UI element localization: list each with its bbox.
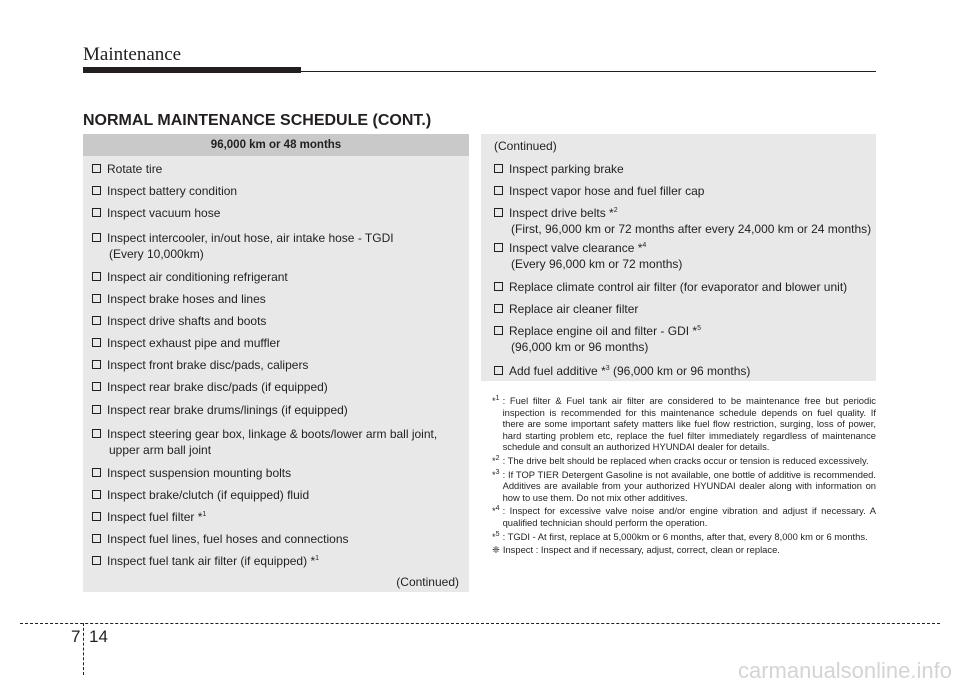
checklist-item — [92, 487, 309, 503]
checklist-item — [92, 230, 394, 262]
page-number: 14 — [89, 627, 108, 646]
checkbox-icon — [494, 164, 503, 173]
checkbox-icon — [92, 294, 101, 303]
footnote-text: : Inspect for excessive valve noise and/or engine vibration and adjust if necessary. A qualified technician should perform the operation. — [502, 505, 876, 528]
footnote-symbol: ❈ — [492, 544, 500, 556]
footnote-marker — [492, 531, 503, 543]
checklist-item-detail: (First, 96,000 km or 72 months after every 24,000 km or 24 months) — [511, 222, 872, 236]
checkbox-icon — [92, 556, 101, 565]
checkbox-icon — [92, 512, 101, 521]
footnote-symbol: * — [492, 468, 496, 480]
checkbox-icon — [92, 208, 101, 217]
checklist-item-text: Inspect drive belts * — [509, 206, 614, 220]
right-schedule-panel — [481, 134, 876, 381]
footnote — [492, 455, 876, 467]
checklist-item — [92, 553, 319, 569]
checklist-item-detail: (Every 10,000km) — [109, 247, 204, 261]
checklist-item — [92, 313, 266, 329]
footnote-marker — [492, 455, 503, 467]
footnote-number: 3 — [495, 468, 500, 476]
watermark: carmanualsonline.info — [737, 658, 952, 683]
checkbox-icon — [494, 326, 503, 335]
checkbox-icon — [494, 282, 503, 291]
checklist-item — [494, 240, 682, 272]
checkbox-icon — [494, 186, 503, 195]
checklist-item-text: Replace engine oil and filter - GDI * — [509, 324, 698, 338]
footnote — [492, 544, 876, 556]
checklist-item — [92, 205, 220, 221]
checklist-item-text: Inspect suspension mounting bolts — [107, 466, 292, 480]
checklist-item — [494, 205, 871, 237]
checklist-item — [494, 323, 701, 355]
footnote-ref: 3 — [605, 365, 610, 372]
page-header-title: Maintenance — [83, 44, 182, 65]
checklist-item-text: Inspect air conditioning refrigerant — [107, 270, 288, 284]
checklist-item-text: Inspect rear brake disc/pads (if equipped) — [107, 380, 328, 394]
checklist-item-text: Inspect parking brake — [509, 162, 624, 176]
checklist-item-text: Replace climate control air filter (for evaporator and blower unit) — [509, 280, 848, 294]
checklist-item — [92, 426, 437, 458]
footnote-text: : TGDI - At first, replace at 5,000km or 6 months, after that, every 8,000 km or 6 months. — [502, 530, 868, 542]
checkbox-icon — [92, 534, 101, 543]
left-schedule-panel — [83, 134, 469, 592]
checklist-item-text: Inspect brake/clutch (if equipped) fluid — [107, 488, 310, 502]
checkbox-icon — [92, 164, 101, 173]
checklist-item-text: Add fuel additive * — [509, 364, 606, 378]
checkbox-icon — [92, 233, 101, 242]
checkbox-icon — [92, 186, 101, 195]
checkbox-icon — [92, 405, 101, 414]
footnote-symbol: * — [492, 454, 496, 466]
checklist-item-text: Inspect exhaust pipe and muffler — [107, 336, 281, 350]
checklist-item — [494, 161, 624, 177]
checklist-item-detail: (96,000 km or 96 months) — [511, 340, 649, 354]
footnote — [492, 395, 876, 453]
checklist-item — [92, 465, 291, 481]
checklist-item — [92, 357, 308, 373]
checklist-item — [92, 509, 206, 525]
footnotes — [492, 395, 876, 558]
checklist-item-suffix: (96,000 km or 96 months) — [609, 364, 751, 378]
footnote-number: 5 — [495, 530, 500, 538]
checklist-item — [92, 335, 280, 351]
checklist-item-text: Inspect brake hoses and lines — [107, 292, 266, 306]
checklist-item-text: Inspect vapor hose and fuel filler cap — [509, 184, 705, 198]
footnote — [492, 531, 876, 543]
footnote — [492, 505, 876, 528]
checklist-item — [494, 279, 847, 295]
checklist-item-text: Inspect valve clearance * — [509, 241, 643, 255]
checklist-item-text: Rotate tire — [107, 162, 163, 176]
footnote-text: : The drive belt should be replaced when cracks occur or tension is reduced excessively. — [502, 454, 869, 466]
footnote — [492, 469, 876, 504]
footnote-number: 1 — [495, 394, 500, 402]
checklist-item — [92, 379, 328, 395]
footnote-marker — [492, 505, 503, 528]
checkbox-icon — [494, 304, 503, 313]
section-title: NORMAL MAINTENANCE SCHEDULE (CONT.) — [83, 112, 432, 129]
footnote-text: : If TOP TIER Detergent Gasoline is not available, one bottle of additive is recommended. Additives are available from your authorized HYUNDAI dealer along with information on how to use them. Do not mix other additives. — [502, 468, 876, 503]
footnote-marker — [492, 395, 503, 453]
checklist-item-text: Inspect fuel lines, fuel hoses and connections — [107, 532, 349, 546]
checklist-item-text: Inspect fuel filter * — [107, 510, 203, 524]
checklist-item-text: Replace air cleaner filter — [509, 302, 639, 316]
checklist-item-text: Inspect steering gear box, linkage & boots/lower arm ball joint, — [107, 427, 438, 441]
footnote-text: : Fuel filter & Fuel tank air filter are considered to be maintenance free but periodic inspection is recommended for this maintenance schedule depends on fuel quality. If there are some important safety matters like fuel flow restriction, surging, loss of power, hard starting problem etc, replace the fuel filter immediately regardless of maintenance schedule and consult an authorized HYUNDAI dealer for details. — [502, 395, 876, 453]
checklist-item — [494, 363, 750, 379]
checklist-item-text: Inspect battery condition — [107, 184, 238, 198]
header-bar — [83, 67, 301, 73]
footnote-symbol: * — [492, 395, 496, 406]
footnote-number: 2 — [495, 454, 500, 462]
checklist-item — [92, 183, 237, 199]
checklist-item-text: Inspect rear brake drums/linings (if equipped) — [107, 403, 348, 417]
footnote-symbol: * — [492, 505, 496, 517]
footnote-ref: 1 — [315, 555, 320, 562]
footer-dashed-divider — [83, 623, 84, 675]
checkbox-icon — [92, 360, 101, 369]
footnote-ref: 1 — [202, 511, 207, 518]
footnote-ref: 2 — [613, 207, 618, 214]
checkbox-icon — [92, 490, 101, 499]
checklist-item-text: Inspect intercooler, in/out hose, air intake hose - TGDI — [107, 231, 394, 245]
checkbox-icon — [92, 316, 101, 325]
footnote-marker — [492, 544, 503, 556]
checklist-item — [92, 269, 288, 285]
footnote-text: Inspect : Inspect and if necessary, adjust, correct, clean or replace. — [502, 544, 780, 556]
checkbox-icon — [92, 468, 101, 477]
checkbox-icon — [494, 366, 503, 375]
checklist-item — [92, 531, 349, 547]
checkbox-icon — [494, 208, 503, 217]
checklist-item-detail: (Every 96,000 km or 72 months) — [511, 257, 683, 271]
footnote-ref: 4 — [642, 242, 647, 249]
checklist-item-text: Inspect front brake disc/pads, calipers — [107, 358, 309, 372]
left-continued-label: (Continued) — [396, 575, 459, 589]
checkbox-icon — [92, 429, 101, 438]
footnote-symbol: * — [492, 530, 496, 542]
footer-dashed-rule — [20, 623, 940, 624]
right-continued-label: (Continued) — [494, 139, 557, 153]
checklist-item — [92, 402, 348, 418]
checkbox-icon — [92, 272, 101, 281]
checklist-item-text: Inspect drive shafts and boots — [107, 314, 267, 328]
footnote-marker — [492, 469, 503, 504]
checklist-item-text: Inspect fuel tank air filter (if equipped) * — [107, 554, 316, 568]
checklist-item — [494, 183, 704, 199]
checklist-item-detail: upper arm ball joint — [109, 443, 212, 457]
checklist-item — [494, 301, 638, 317]
chapter-number: 7 — [71, 627, 81, 646]
checkbox-icon — [92, 338, 101, 347]
checkbox-icon — [494, 243, 503, 252]
header-rule — [301, 71, 876, 72]
checklist-item — [92, 291, 266, 307]
footnote-number: 4 — [495, 505, 500, 513]
checklist-item — [92, 161, 162, 177]
checklist-item-text: Inspect vacuum hose — [107, 206, 221, 220]
footnote-ref: 5 — [697, 325, 702, 332]
checkbox-icon — [92, 382, 101, 391]
left-panel-heading: 96,000 km or 48 months — [83, 134, 469, 156]
